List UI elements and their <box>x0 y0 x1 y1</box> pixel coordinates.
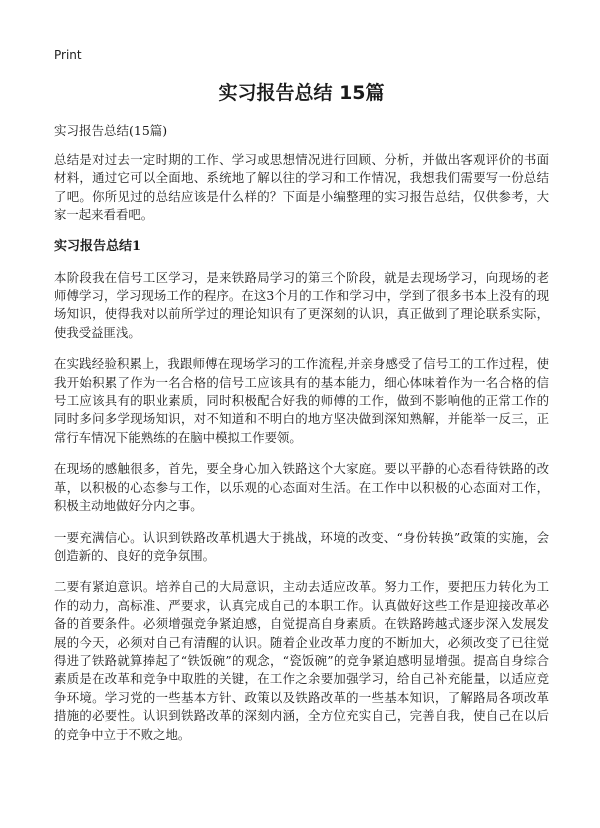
body-paragraph: 本阶段我在信号工区学习，是来铁路局学习的第三个阶段，就是去现场学习，向现场的老师傅学习，学习现场工作的程序。在这3个月的工作和学习中，学到了很多书本上没有的现场知识，使得我对以前所学过的理论知识有了更深刻的认识，真正做到了理论联系实际，使我受益匪浅。 <box>54 269 549 340</box>
section-heading: 实习报告总结1 <box>54 238 142 254</box>
document-page <box>54 0 549 828</box>
document-subtitle: 实习报告总结(15篇) <box>54 123 168 138</box>
body-paragraph: 一要充满信心。认识到铁路改革机遇大于挑战，环境的改变、“身份转换”政策的实施，会创造新的、良好的竞争氛围。 <box>54 529 549 563</box>
document-title: 实习报告总结 15篇 <box>218 82 385 104</box>
body-paragraph: 在实践经验积累上，我跟师傅在现场学习的工作流程,并亲身感受了信号工的工作过程，使我开始积累了作为一名合格的信号工应该具有的基本能力，细心体味着作为一名合格的信号工应该具有的职业素质，同时积极配合好我的师傅的工作，做到不影响他的正常工作的同时多问多学现场知识，对不知道和不明白的地方坚决做到深知熟解，并能举一反三，正常行车情况下能熟练的在脑中模拟工作要领。 <box>54 356 549 445</box>
document-body <box>54 122 549 757</box>
body-paragraph: 在现场的感触很多，首先，要全身心加入铁路这个大家庭。要以平静的心态看待铁路的改革，以积极的心态参与工作，以乐观的心态面对生活。在工作中以积极的心态面对工作，积极主动地做好分内之事。 <box>54 461 549 514</box>
print-label: Print <box>54 48 82 62</box>
body-paragraph: 二要有紧迫意识。培养自己的大局意识，主动去适应改革。努力工作，要把压力转化为工作的动力，高标准、严要求，认真完成自己的本职工作。认真做好这些工作是迎接改革必备的首要条件。必须增强竞争紧迫感，自觉提高自身素质。在铁路跨越式逐步深入发展发展的今天，必须对自己有清醒的认识。随着企业改革力度的不断加大，必须改变了已往觉得进了铁路就算捧起了“铁饭碗”的观念，“瓷饭碗”的竞争紧迫感明显增强。提高自身综合素质是在改革和竞争中取胜的关键，在工作之余要加强学习，给自己补充能量，以适应竞争环境。学习党的一些基本方针、政策以及铁路改革的一些基本知识，了解路局各项改革措施的必要性。认识到铁路改革的深刻内涵，全方位充实自己，完善自我，使自己在以后的竞争中立于不败之地。 <box>54 579 549 742</box>
intro-paragraph: 总结是对过去一定时期的工作、学习或思想情况进行回顾、分析，并做出客观评价的书面材料，通过它可以全面地、系统地了解以往的学习和工作情况，我想我们需要写一份总结了吧。你所见过的总结应该是什么样的？下面是小编整理的实习报告总结，仅供参考，大家一起来看看吧。 <box>54 152 549 223</box>
